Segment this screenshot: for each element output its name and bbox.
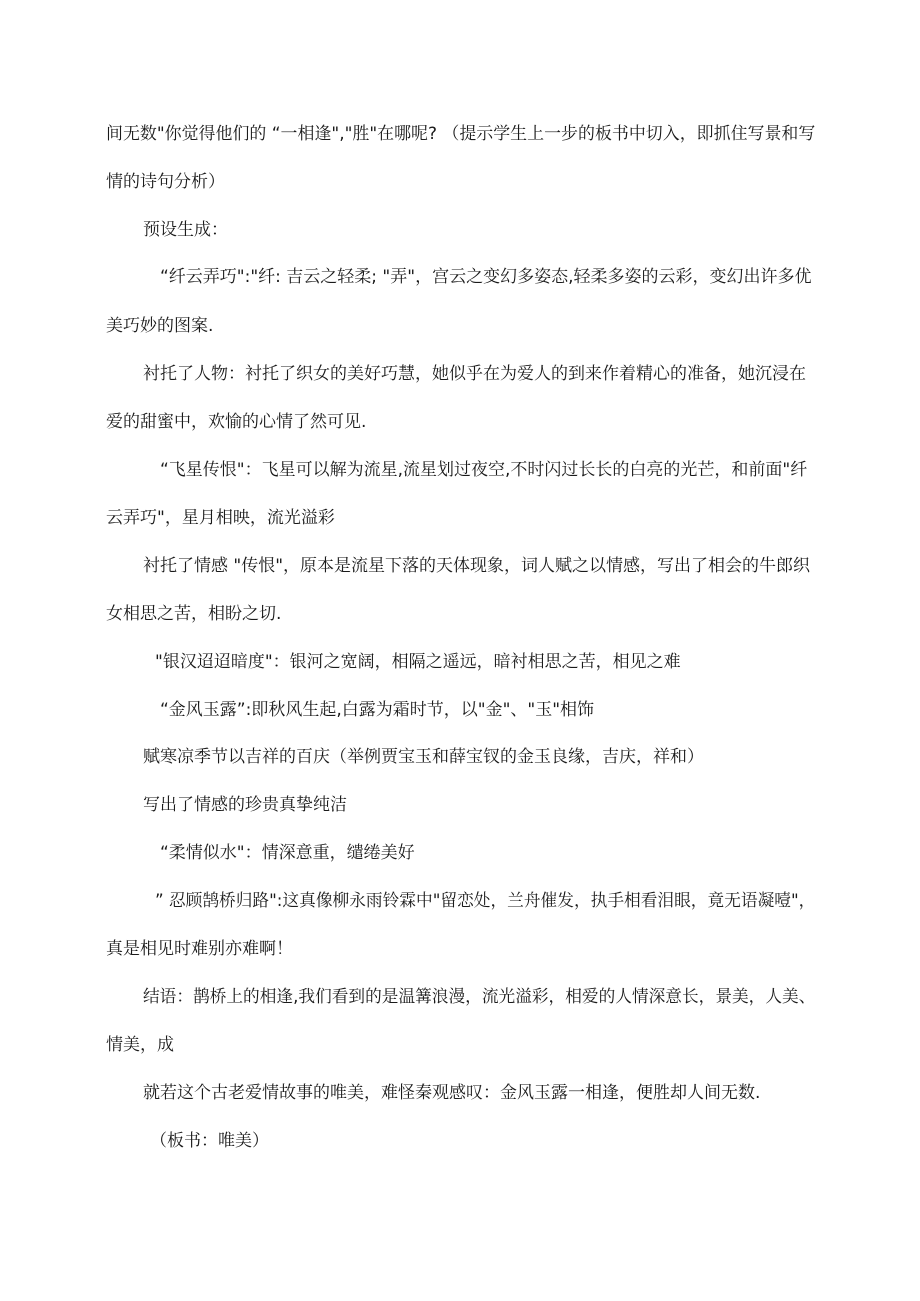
text-line: （板书：唯美） (150, 1131, 269, 1151)
text-line: 预设生成： (143, 220, 228, 240)
text-line: 写出了情感的珍贵真挚纯洁 (143, 795, 347, 815)
text-line: “飞星传恨"：飞星可以解为流星,流星划过夜空,不时闪过长长的白亮的光芒，和前面"纤 (160, 460, 808, 480)
text-line: “金风玉露”:即秋风生起,白露为霜时节，以"金"、"玉"相饰 (160, 700, 595, 720)
text-line: 云弄巧"，星月相映，流光溢彩 (106, 508, 335, 528)
text-line: 爱的甜蜜中，欢愉的心情了然可见. (106, 412, 367, 432)
text-line: 就若这个古老爱情故事的唯美，难怪秦观感叹：金风玉露一相逢，便胜却人间无数. (143, 1083, 761, 1103)
text-line: "银汉迢迢暗度"：银河之宽阔，相隔之遥远，暗衬相思之苦，相见之难 (155, 652, 681, 672)
text-line: “纤云弄巧":"纤: 吉云之轻柔; "弄"，宫云之变幻多姿态,轻柔多姿的云彩，变幻出许多优 (160, 267, 812, 287)
text-line: 衬托了情感 "传恨"，原本是流星下落的天体现象，词人赋之以情感，写出了相会的牛郎织 (143, 556, 811, 576)
text-line: “柔情似水"：情深意重，缱绻美好 (160, 843, 415, 863)
text-line: 间无数"你觉得他们的 “一相逢","胜"在哪呢? （提示学生上一步的板书中切入，即抓住写景和写 (106, 124, 816, 144)
text-line: 衬托了人物：衬托了织女的美好巧慧，她似乎在为爱人的到来作着精心的准备，她沉浸在 (143, 364, 806, 384)
text-line: 赋寒凉季节以吉祥的百庆（举例贾宝玉和薛宝钗的金玉良缘，吉庆，祥和） (143, 747, 704, 767)
text-line: 情美，成 (106, 1035, 174, 1055)
text-line: 情的诗句分析） (106, 172, 225, 192)
text-line: ” 忍顾鹄桥归路":这真像柳永雨铃霖中"留恋处，兰舟催发，执手相看泪眼，竟无语凝噎"， (155, 891, 816, 911)
text-line: 真是相见时难别亦难啊！ (106, 939, 293, 959)
text-line: 结语：鹊桥上的相逢,我们看到的是温篝浪漫，流光溢彩，相爱的人情深意长，景美，人美、 (143, 987, 816, 1007)
text-line: 美巧妙的图案. (106, 316, 214, 336)
text-line: 女相思之苦，相盼之切. (106, 604, 282, 624)
